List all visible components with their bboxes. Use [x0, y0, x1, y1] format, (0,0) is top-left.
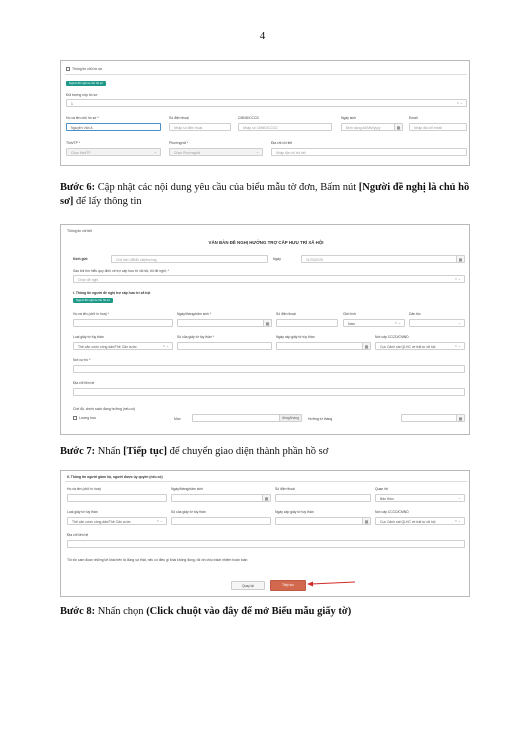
- owner-phone-label: Số điện thoại: [169, 116, 189, 120]
- from-input[interactable]: [401, 414, 465, 422]
- chevron-down-icon: ⌄: [457, 496, 461, 501]
- owner-email-placeholder: Nhập địa chỉ email: [414, 125, 442, 130]
- applicant-idplace-select[interactable]: [375, 342, 465, 350]
- owner-province-label: Tỉnh/TP *: [66, 141, 81, 145]
- chevron-down-icon: ⌄: [255, 150, 259, 155]
- owner-email-label: Email: [409, 116, 418, 120]
- divider: [65, 481, 467, 482]
- calendar-icon[interactable]: ▦: [362, 518, 370, 524]
- request-select[interactable]: [73, 275, 465, 283]
- guardian-idplace-value: Cục Cảnh sát QLHC về trật tự xã hội: [380, 519, 436, 524]
- subject-select[interactable]: [66, 99, 467, 107]
- applicant-idno-label: Số của giấy tờ tùy thân *: [177, 335, 215, 339]
- guardian-relation-label: Quan hệ: [375, 487, 389, 491]
- owner-applicant-button[interactable]: Người đề nghị là chủ hồ sơ: [66, 81, 106, 86]
- guardian-idplace-select[interactable]: [375, 517, 465, 525]
- owner-dob-input[interactable]: [341, 123, 403, 131]
- applicant-dob-input[interactable]: [177, 319, 272, 327]
- applicant-ethnic-select[interactable]: [409, 319, 465, 327]
- owner-cmnd-label: CMND/CCCD: [238, 116, 259, 120]
- guardian-iddate-input[interactable]: [275, 517, 371, 525]
- guardian-info-screenshot: [60, 470, 470, 597]
- owner-address-placeholder: Nhập địa chỉ chi tiết: [276, 150, 306, 155]
- level-label: Mức: [174, 417, 181, 421]
- calendar-icon[interactable]: ▦: [362, 343, 370, 349]
- pension-label: Lương hưu: [79, 416, 97, 420]
- step-8-prefix: Bước 8:: [60, 606, 96, 617]
- calendar-icon[interactable]: ▦: [456, 256, 464, 262]
- owner-section-checkbox[interactable]: [66, 67, 70, 71]
- applicant-gender-label: Giới tính: [343, 312, 356, 316]
- applicant-name-input[interactable]: [73, 319, 173, 327]
- applicant-gender-value: Nam: [348, 321, 356, 326]
- guardian-dob-input[interactable]: [171, 494, 271, 502]
- declaration-text: Tôi xin cam đoan những lời khai trên là đúng sự thật, nếu có điều gì khai không đúng, tôi xin chịu trách nhiệm hoàn toàn: [67, 558, 248, 562]
- chevron-down-icon: ⌄: [153, 150, 157, 155]
- owner-address-input[interactable]: [271, 148, 467, 156]
- applicant-phone-label: Số điện thoại: [276, 312, 296, 316]
- residence-label: Nơi cư trú *: [73, 358, 91, 362]
- subject-label: Đối tượng nộp hồ sơ: [66, 93, 98, 97]
- date-input[interactable]: [301, 255, 465, 263]
- kinh-gui-placeholder: Chủ tịch UBND xã/phường: [116, 257, 157, 262]
- form-title: VĂN BẢN ĐỀ NGHỊ HƯỞNG TRỢ CẤP HƯU TRÍ XÃ HỘI: [208, 240, 324, 245]
- section-2-heading: II. Thông tin người giám hộ, người được ủy quyền (nếu có): [67, 475, 163, 479]
- step-6-text-c: để lấy thông tin: [73, 196, 142, 207]
- chevron-down-icon: ⌄: [457, 321, 461, 326]
- detail-section-label: Thông tin chi tiết: [67, 229, 92, 233]
- calendar-icon[interactable]: ▦: [262, 495, 270, 501]
- step-6-text: [60, 181, 472, 209]
- calendar-icon[interactable]: ▦: [456, 415, 464, 421]
- calendar-icon[interactable]: ▦: [263, 320, 271, 326]
- guardian-contact-label: Địa chỉ liên hệ: [67, 533, 89, 537]
- kinh-gui-label: Kính gửi:: [73, 257, 89, 261]
- guardian-phone-label: Số điện thoại: [275, 487, 295, 491]
- contact-label: Địa chỉ liên hệ: [73, 381, 95, 385]
- red-arrow-icon: [307, 580, 357, 588]
- step-6-text-a: Cập nhật các nội dung yêu cầu của biểu mẫu tờ đơn, Bấm nút: [95, 182, 359, 193]
- owner-email-input[interactable]: [409, 123, 467, 131]
- owner-section-label: Thông tin chủ hồ sơ: [72, 67, 103, 71]
- date-label: Ngày: [273, 257, 281, 261]
- step-8-text-a: Nhấn chọn: [95, 606, 147, 617]
- owner-name-value: Nguyễn Văn A: [71, 125, 93, 130]
- step-7-text-c: để chuyển giao diện thành phần hồ sơ: [167, 446, 329, 457]
- detail-info-screenshot: [60, 224, 470, 435]
- subject-value: 1: [71, 101, 73, 106]
- chevron-down-icon: × ⌄: [454, 344, 461, 349]
- applicant-idtype-value: Thẻ căn cước công dân/Thẻ Căn cước: [78, 344, 137, 349]
- guardian-idtype-select[interactable]: [67, 517, 167, 525]
- kinh-gui-input[interactable]: [111, 255, 268, 263]
- applicant-phone-input[interactable]: [276, 319, 338, 327]
- applicant-name-label: Họ và tên (chữ in hoa) *: [73, 312, 110, 316]
- owner-dob-label: Ngày sinh: [341, 116, 357, 120]
- continue-button[interactable]: Tiếp tục: [270, 580, 306, 591]
- step-8-link[interactable]: (Click chuột vào đây để mở Biểu mẫu giấy tờ): [146, 606, 352, 617]
- applicant-idtype-label: Loại giấy tờ tùy thân: [73, 335, 104, 339]
- guardian-name-input[interactable]: [67, 494, 167, 502]
- owner-info-screenshot: [60, 60, 470, 166]
- guardian-idno-label: Số của giấy tờ tùy thân: [171, 510, 206, 514]
- owner-name-input[interactable]: [66, 123, 161, 131]
- applicant-owner-button[interactable]: Người đề nghị là chủ hồ sơ: [73, 298, 113, 303]
- from-label: Hưởng từ tháng: [308, 417, 333, 421]
- owner-province-select[interactable]: [66, 148, 161, 156]
- step-8-text: [60, 605, 472, 619]
- guardian-name-label: Họ và tên (chữ in hoa): [67, 487, 101, 491]
- unit-addon: đồng/tháng: [279, 415, 301, 421]
- step-7-prefix: Bước 7:: [60, 446, 96, 457]
- owner-ward-select[interactable]: [169, 148, 263, 156]
- owner-phone-input[interactable]: [169, 123, 231, 131]
- request-label: Sau khi tìm hiểu quy định về trợ cấp hưu trí xã hội, tôi đề nghị: *: [73, 269, 169, 273]
- applicant-idtype-select[interactable]: [73, 342, 173, 350]
- owner-ward-placeholder: Chọn Phường/xã: [174, 150, 200, 155]
- divider: [65, 74, 467, 75]
- owner-cmnd-placeholder: Nhập số CMND/CCCD: [243, 125, 278, 130]
- guardian-idno-input[interactable]: [171, 517, 271, 525]
- page-number: 4: [259, 30, 266, 42]
- benefit-label: Chế độ, chính sách đang hưởng (nếu có): [73, 407, 136, 411]
- owner-address-label: Địa chỉ chi tiết: [271, 141, 293, 145]
- owner-phone-placeholder: Nhập số điện thoại: [174, 125, 203, 130]
- guardian-relation-select[interactable]: [375, 494, 465, 502]
- guardian-idtype-value: Thẻ căn cước công dân/Thẻ Căn cước: [72, 519, 131, 524]
- level-input[interactable]: [192, 414, 302, 422]
- applicant-idplace-value: Cục Cảnh sát QLHC về trật tự xã hội: [380, 344, 436, 349]
- request-placeholder: Chọn đề nghị: [78, 277, 99, 282]
- owner-province-placeholder: Chọn tỉnh/TP: [71, 150, 91, 155]
- owner-ward-label: Phường/xã *: [169, 141, 189, 145]
- guardian-idplace-label: Nơi cấp CCCD/CMND: [375, 510, 409, 514]
- step-6-bold: [Người đề nghị là chủ hồ sơ]: [60, 182, 470, 207]
- owner-cmnd-input[interactable]: [238, 123, 332, 131]
- chevron-down-icon: × ⌄: [162, 344, 169, 349]
- owner-name-label: Họ và tên chủ hồ sơ *: [66, 116, 99, 120]
- back-button[interactable]: Quay lại: [231, 581, 265, 590]
- step-7-text-a: Nhấn: [95, 446, 124, 457]
- section-1-heading: I. Thông tin người đề nghị trợ cấp hưu trí xã hội: [73, 291, 151, 295]
- applicant-gender-select[interactable]: [343, 319, 405, 327]
- applicant-iddate-label: Ngày cấp giấy tờ tùy thân: [276, 335, 315, 339]
- guardian-iddate-label: Ngày cấp giấy tờ tùy thân: [275, 510, 314, 514]
- guardian-dob-label: Ngày/tháng/năm sinh: [171, 487, 204, 491]
- owner-dob-placeholder: Định dạng dd/MM/yyyy: [346, 125, 381, 130]
- applicant-dob-label: Ngày/tháng/năm sinh *: [177, 312, 212, 316]
- chevron-down-icon: × ⌄: [456, 101, 463, 106]
- chevron-down-icon: × ⌄: [156, 519, 163, 524]
- calendar-icon[interactable]: ▦: [394, 124, 402, 130]
- guardian-contact-input[interactable]: [67, 540, 465, 548]
- chevron-down-icon: × ⌄: [454, 519, 461, 524]
- step-7-text: [60, 445, 472, 459]
- guardian-relation-value: Bản thân: [380, 496, 394, 501]
- pension-checkbox[interactable]: [73, 416, 77, 420]
- step-7-bold: [Tiếp tục]: [123, 446, 168, 457]
- applicant-ethnic-label: Dân tộc: [409, 312, 421, 316]
- contact-input[interactable]: [73, 388, 465, 396]
- date-value: 21/03/2025: [306, 257, 323, 262]
- applicant-idplace-label: Nơi cấp CCCD/CMND: [375, 335, 409, 339]
- chevron-down-icon: × ⌄: [394, 321, 401, 326]
- applicant-iddate-input[interactable]: [276, 342, 371, 350]
- guardian-phone-input[interactable]: [275, 494, 371, 502]
- chevron-down-icon: × ⌄: [454, 277, 461, 282]
- residence-input[interactable]: [73, 365, 465, 373]
- guardian-idtype-label: Loại giấy tờ tùy thân: [67, 510, 98, 514]
- applicant-idno-input[interactable]: [177, 342, 272, 350]
- step-6-prefix: Bước 6:: [60, 182, 96, 193]
